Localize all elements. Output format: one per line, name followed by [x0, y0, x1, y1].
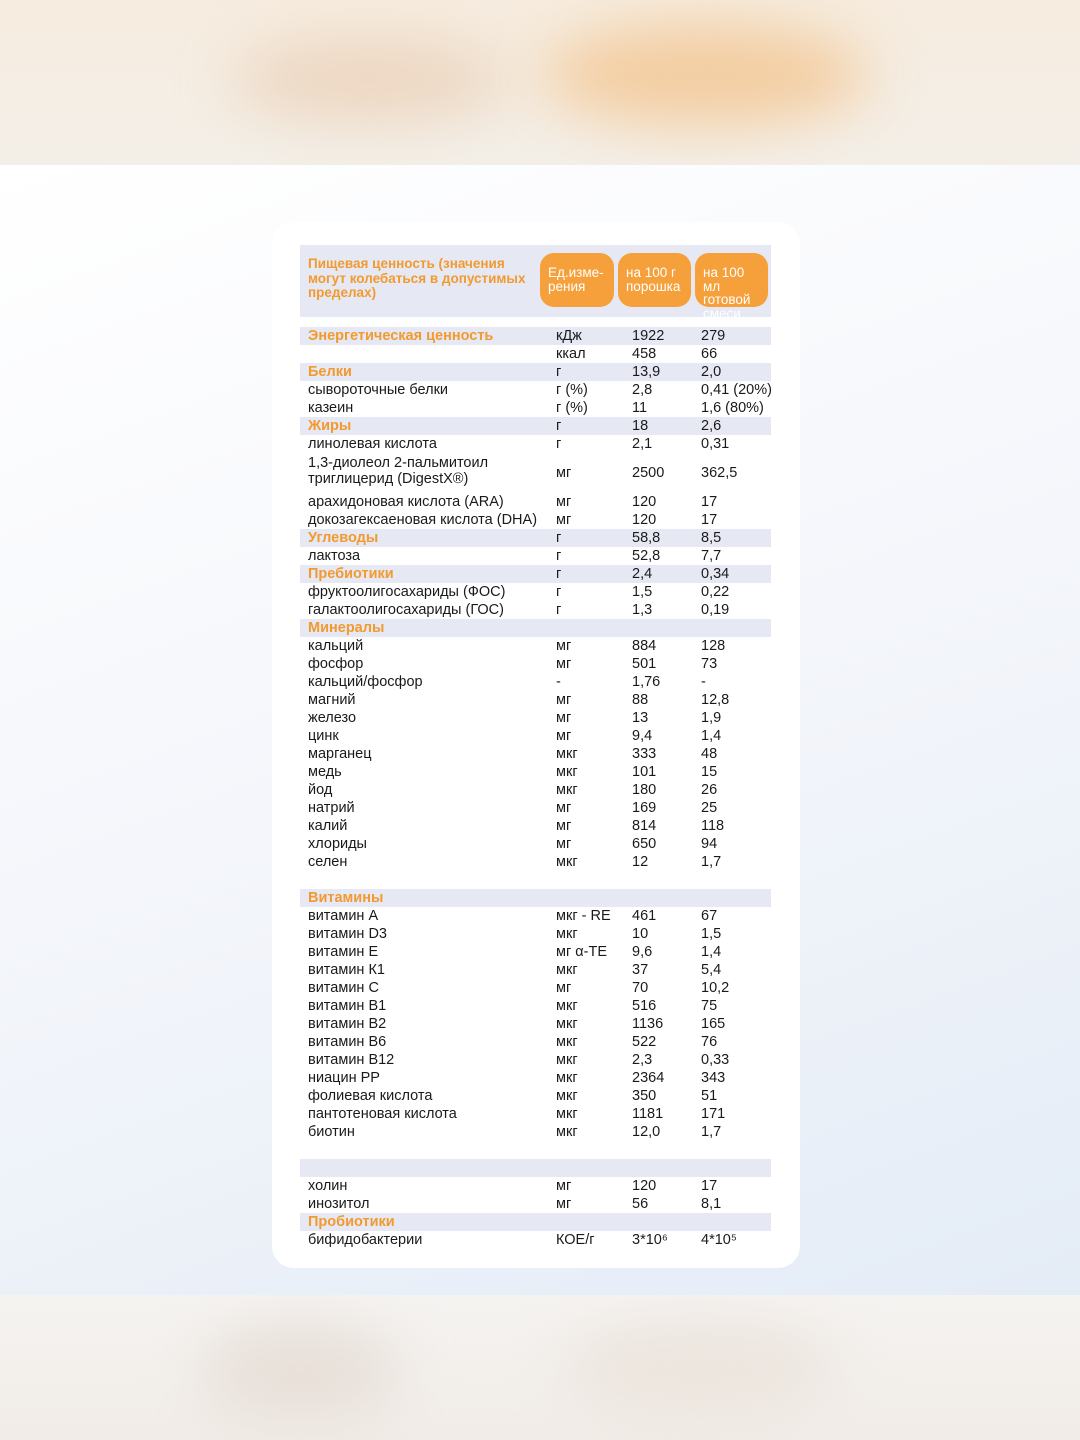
nutrient-name: Энергетическая ценность — [308, 328, 494, 344]
table-row — [300, 1051, 771, 1069]
per-100ml-value: 165 — [701, 1016, 726, 1032]
per-100g-value: 180 — [632, 782, 657, 798]
table-row — [300, 453, 771, 493]
per-100ml-value: 26 — [701, 782, 718, 798]
unit-cell: мг — [556, 465, 572, 481]
unit-cell: мг — [556, 818, 572, 834]
unit-cell: г — [556, 364, 562, 380]
per-100g-value: 9,6 — [632, 944, 653, 960]
per-100ml-value: 51 — [701, 1088, 718, 1104]
table-row — [300, 781, 771, 799]
table-row — [300, 961, 771, 979]
unit-cell: мкг — [556, 1016, 578, 1032]
nutrition-table — [300, 245, 771, 1249]
table-row — [300, 799, 771, 817]
table-row — [300, 907, 771, 925]
per-100g-value: 1,5 — [632, 584, 653, 600]
per-100ml-value: 94 — [701, 836, 718, 852]
per-100ml-value: 66 — [701, 346, 718, 362]
unit-cell: г — [556, 566, 562, 582]
unit-cell: г — [556, 548, 562, 564]
per-100ml-value: 17 — [701, 512, 718, 528]
per-100ml-value: 4*10⁵ — [701, 1232, 737, 1248]
per-100g-value: 13,9 — [632, 364, 661, 380]
per-100ml-value: 76 — [701, 1034, 718, 1050]
per-100ml-value: 48 — [701, 746, 718, 762]
nutrient-name: марганец — [308, 746, 372, 762]
nutrient-name: 1,3-диолеол 2-пальмитоил триглицерид (DigestX®) — [308, 455, 489, 487]
unit-cell: мкг — [556, 998, 578, 1014]
per-100g-value: 461 — [632, 908, 657, 924]
per-100g-value: 58,8 — [632, 530, 661, 546]
unit-cell: мг — [556, 980, 572, 996]
nutrient-name: цинк — [308, 728, 339, 744]
unit-cell: КОЕ/г — [556, 1232, 595, 1248]
nutrient-name: кальций — [308, 638, 364, 654]
per-100ml-value: - — [701, 674, 706, 690]
per-100g-value: 120 — [632, 1178, 657, 1194]
nutrient-name: витамин В1 — [308, 998, 387, 1014]
table-row — [300, 925, 771, 943]
table-row — [300, 691, 771, 709]
unit-cell: г (%) — [556, 400, 588, 416]
row-gap — [300, 871, 771, 889]
unit-cell: мкг — [556, 782, 578, 798]
nutrient-name: пантотеновая кислота — [308, 1106, 457, 1122]
table-row — [300, 381, 771, 399]
blurred-shape — [540, 25, 870, 125]
table-row — [300, 1177, 771, 1195]
section-row — [300, 1213, 771, 1231]
per-100ml-value: 0,33 — [701, 1052, 730, 1068]
table-row — [300, 979, 771, 997]
nutrient-name: йод — [308, 782, 333, 798]
row-gap — [300, 1141, 771, 1159]
per-100ml-value: 2,6 — [701, 418, 722, 434]
unit-cell: мкг — [556, 1034, 578, 1050]
unit-cell: мг — [556, 710, 572, 726]
unit-cell: ккал — [556, 346, 586, 362]
table-header — [300, 245, 771, 321]
nutrient-name: витамин К1 — [308, 962, 385, 978]
unit-cell: мкг — [556, 764, 578, 780]
per-100ml-value: 7,7 — [701, 548, 722, 564]
nutrient-name: магний — [308, 692, 356, 708]
per-100ml-value: 362,5 — [701, 465, 738, 481]
nutrient-name: сывороточные белки — [308, 382, 449, 398]
unit-cell: мкг — [556, 1106, 578, 1122]
nutrient-name: Углеводы — [308, 530, 379, 546]
unit-cell: мг — [556, 800, 572, 816]
table-row — [300, 1195, 771, 1213]
unit-cell: мг — [556, 1178, 572, 1194]
section-row — [300, 363, 771, 381]
nutrient-name: ниацин РР — [308, 1070, 380, 1086]
per-100ml-value: 171 — [701, 1106, 726, 1122]
unit-column-header: Ед.изме-рения — [540, 253, 614, 307]
section-row — [300, 417, 771, 435]
per-100g-value: 1181 — [632, 1106, 664, 1122]
nutrient-name: фолиевая кислота — [308, 1088, 433, 1104]
section-row — [300, 529, 771, 547]
nutrient-name: витамин D3 — [308, 926, 387, 942]
per-100g-value: 13 — [632, 710, 649, 726]
per-100g-value: 3*10⁶ — [632, 1232, 668, 1248]
section-row — [300, 619, 771, 637]
per-100g-value: 350 — [632, 1088, 657, 1104]
nutrient-name: витамин А — [308, 908, 379, 924]
unit-cell: г — [556, 530, 562, 546]
unit-cell: мкг — [556, 746, 578, 762]
unit-cell: - — [556, 674, 561, 690]
nutrient-name: Витамины — [308, 890, 384, 906]
per-100g-value: 1922 — [632, 328, 665, 344]
per-100g-value: 18 — [632, 418, 649, 434]
nutrient-name: витамин В12 — [308, 1052, 395, 1068]
per-100ml-value: 0,41 (20%) — [701, 382, 772, 398]
per-100g-value: 120 — [632, 512, 657, 528]
per-100ml-value: 1,7 — [701, 854, 722, 870]
nutrient-name: селен — [308, 854, 348, 870]
per-100ml-value: 1,4 — [701, 728, 722, 744]
blurred-shape — [230, 40, 510, 120]
nutrient-name: витамин В2 — [308, 1016, 387, 1032]
table-row — [300, 345, 771, 363]
per-100g-value: 1,76 — [632, 674, 661, 690]
section-row — [300, 327, 771, 345]
table-row — [300, 745, 771, 763]
unit-cell: г — [556, 584, 562, 600]
unit-cell: г — [556, 418, 562, 434]
per-100g-value: 52,8 — [632, 548, 661, 564]
per-100ml-value: 5,4 — [701, 962, 722, 978]
per-100g-column-header: на 100 г порошка — [618, 253, 691, 307]
nutrient-name: докозагексаеновая кислота (DHA) — [308, 512, 538, 528]
unit-cell: мг — [556, 692, 572, 708]
table-row — [300, 511, 771, 529]
unit-cell: г — [556, 602, 562, 618]
per-100g-value: 2,8 — [632, 382, 653, 398]
table-row — [300, 709, 771, 727]
unit-cell: мг — [556, 512, 572, 528]
per-100g-value: 88 — [632, 692, 649, 708]
unit-cell: мкг — [556, 1124, 578, 1140]
per-100ml-value: 279 — [701, 328, 726, 344]
table-row — [300, 727, 771, 745]
table-row — [300, 435, 771, 453]
table-row — [300, 1087, 771, 1105]
unit-cell: мг — [556, 638, 572, 654]
table-row — [300, 493, 771, 511]
per-100g-value: 2,4 — [632, 566, 653, 582]
unit-cell: мг — [556, 656, 572, 672]
nutrient-name: фосфор — [308, 656, 364, 672]
per-100g-value: 814 — [632, 818, 657, 834]
nutrient-name: Минералы — [308, 620, 385, 636]
table-row — [300, 1123, 771, 1141]
per-100g-value: 650 — [632, 836, 657, 852]
nutrient-name: кальций/фосфор — [308, 674, 423, 690]
nutrient-name: витамин С — [308, 980, 379, 996]
nutrient-name: калий — [308, 818, 348, 834]
unit-cell: мкг - RE — [556, 908, 611, 924]
per-100ml-value: 75 — [701, 998, 718, 1014]
per-100ml-value: 2,0 — [701, 364, 722, 380]
nutrient-name: Пробиотики — [308, 1214, 395, 1230]
per-100ml-value: 10,2 — [701, 980, 730, 996]
unit-cell: мкг — [556, 1070, 578, 1086]
per-100ml-value: 118 — [701, 818, 725, 834]
per-100g-value: 2,1 — [632, 436, 653, 452]
per-100g-value: 169 — [632, 800, 657, 816]
per-100ml-value: 1,4 — [701, 944, 722, 960]
nutrient-name: Белки — [308, 364, 352, 380]
per-100g-value: 70 — [632, 980, 649, 996]
per-100ml-value: 15 — [701, 764, 718, 780]
table-row — [300, 673, 771, 691]
per-100g-value: 101 — [632, 764, 657, 780]
per-100g-value: 1,3 — [632, 602, 653, 618]
nutrient-name: хлориды — [308, 836, 367, 852]
nutrient-name: железо — [308, 710, 357, 726]
per-100ml-value: 8,5 — [701, 530, 722, 546]
per-100ml-value: 8,1 — [701, 1196, 722, 1212]
blank-section-band — [300, 1159, 771, 1177]
table-row — [300, 1069, 771, 1087]
nutrient-name: казеин — [308, 400, 354, 416]
nutrient-name: биотин — [308, 1124, 355, 1140]
nutrient-name: бифидобактерии — [308, 1232, 423, 1248]
per-100ml-value: 1,9 — [701, 710, 722, 726]
unit-cell: мкг — [556, 1088, 578, 1104]
background-top — [0, 0, 1080, 165]
nutrient-name: натрий — [308, 800, 355, 816]
table-row — [300, 1105, 771, 1123]
per-100ml-value: 343 — [701, 1070, 726, 1086]
nutrient-name: холин — [308, 1178, 348, 1194]
table-row — [300, 835, 771, 853]
per-100g-value: 2500 — [632, 465, 665, 481]
table-row — [300, 1231, 771, 1249]
table-row — [300, 655, 771, 673]
per-100ml-value: 25 — [701, 800, 718, 816]
nutrient-name: Жиры — [308, 418, 352, 434]
table-body — [300, 327, 771, 1249]
nutrient-name: витамин В6 — [308, 1034, 387, 1050]
per-100g-value: 522 — [632, 1034, 657, 1050]
background-bottom — [0, 1295, 1080, 1440]
unit-cell: мг — [556, 728, 572, 744]
header-title: Пищевая ценность (значения могут колебаться в допустимых пределах) — [308, 256, 526, 300]
nutrient-name: арахидоновая кислота (ARA) — [308, 494, 504, 510]
table-row — [300, 547, 771, 565]
per-100g-value: 501 — [632, 656, 657, 672]
unit-cell: мкг — [556, 1052, 578, 1068]
per-100g-value: 12,0 — [632, 1124, 661, 1140]
unit-cell: мг — [556, 836, 572, 852]
per-100ml-value: 1,6 (80%) — [701, 400, 764, 416]
header-spacer — [300, 317, 771, 327]
nutrient-name: линолевая кислота — [308, 436, 437, 452]
table-row — [300, 853, 771, 871]
per-100ml-value: 73 — [701, 656, 718, 672]
table-row — [300, 817, 771, 835]
table-row — [300, 583, 771, 601]
table-row — [300, 1033, 771, 1051]
per-100g-value: 1136 — [632, 1016, 664, 1032]
nutrient-name: Пребиотики — [308, 566, 394, 582]
per-100g-value: 56 — [632, 1196, 649, 1212]
unit-cell: г — [556, 436, 562, 452]
per-100g-value: 37 — [632, 962, 649, 978]
nutrient-name: инозитол — [308, 1196, 370, 1212]
section-row — [300, 565, 771, 583]
per-100ml-value: 12,8 — [701, 692, 730, 708]
per-100ml-value: 128 — [701, 638, 726, 654]
table-row — [300, 763, 771, 781]
table-row — [300, 601, 771, 619]
per-100g-value: 2364 — [632, 1070, 665, 1086]
unit-cell: мкг — [556, 926, 578, 942]
per-100ml-value: 17 — [701, 1178, 718, 1194]
per-100ml-value: 0,19 — [701, 602, 730, 618]
per-100ml-value: 0,31 — [701, 436, 730, 452]
blurred-shape — [200, 1325, 400, 1415]
unit-cell: г (%) — [556, 382, 588, 398]
per-100ml-column-header: на 100 мл готовой смеси — [695, 253, 768, 307]
per-100ml-value: 17 — [701, 494, 718, 510]
unit-cell: мкг — [556, 854, 578, 870]
table-row — [300, 637, 771, 655]
per-100ml-value: 1,7 — [701, 1124, 722, 1140]
per-100g-value: 884 — [632, 638, 657, 654]
per-100g-value: 11 — [632, 400, 648, 416]
unit-cell: кДж — [556, 328, 582, 344]
nutrient-name: фруктоолигосахариды (ФОС) — [308, 584, 506, 600]
per-100ml-value: 1,5 — [701, 926, 722, 942]
unit-cell: мкг — [556, 962, 578, 978]
blurred-shape — [560, 1320, 840, 1410]
per-100g-value: 9,4 — [632, 728, 653, 744]
nutrient-name: лактоза — [308, 548, 361, 564]
per-100g-value: 12 — [632, 854, 649, 870]
unit-cell: мг α-TE — [556, 944, 608, 960]
nutrient-name: витамин Е — [308, 944, 379, 960]
unit-cell: мг — [556, 494, 572, 510]
nutrient-name: медь — [308, 764, 342, 780]
per-100g-value: 2,3 — [632, 1052, 653, 1068]
per-100g-value: 120 — [632, 494, 657, 510]
table-row — [300, 399, 771, 417]
per-100g-value: 516 — [632, 998, 657, 1014]
table-row — [300, 943, 771, 961]
per-100ml-value: 67 — [701, 908, 718, 924]
per-100g-value: 10 — [632, 926, 649, 942]
nutrient-name: галактоолигосахариды (ГОС) — [308, 602, 504, 618]
unit-cell: мг — [556, 1196, 572, 1212]
table-row — [300, 997, 771, 1015]
per-100g-value: 458 — [632, 346, 657, 362]
table-row — [300, 1015, 771, 1033]
per-100g-value: 333 — [632, 746, 657, 762]
section-row — [300, 889, 771, 907]
per-100ml-value: 0,22 — [701, 584, 730, 600]
per-100ml-value: 0,34 — [701, 566, 730, 582]
